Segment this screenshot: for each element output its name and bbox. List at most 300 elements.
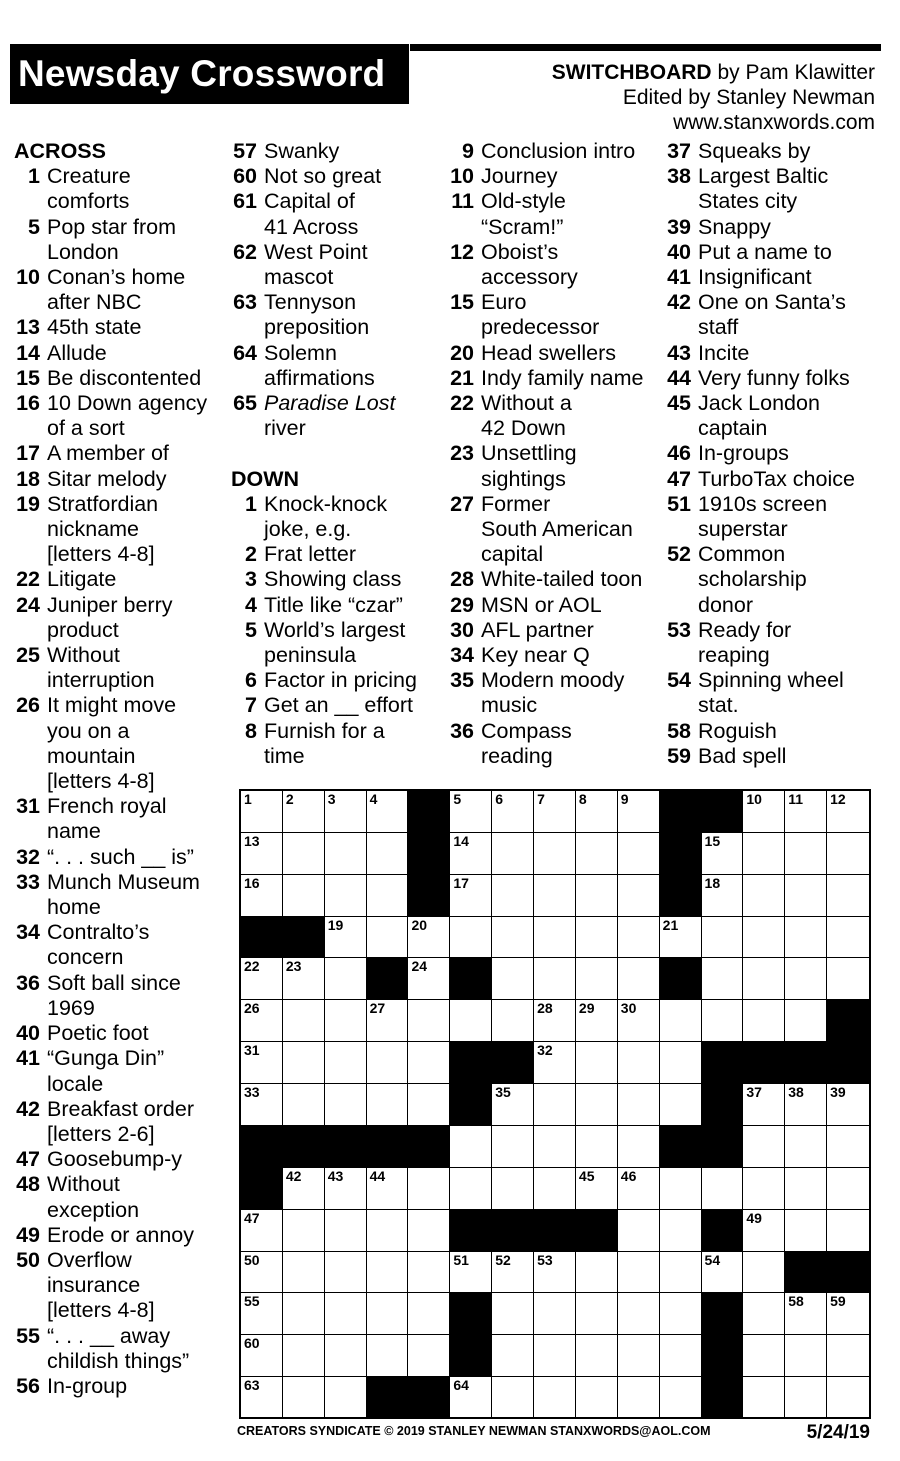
grid-cell[interactable] bbox=[785, 1293, 827, 1335]
clue-number: 58 bbox=[667, 718, 691, 743]
clue-across-25[interactable] bbox=[14, 643, 224, 693]
grid-cell[interactable] bbox=[702, 1252, 744, 1294]
grid-cell[interactable] bbox=[534, 1042, 576, 1084]
clue-down-6[interactable] bbox=[231, 668, 441, 693]
grid-cell[interactable] bbox=[827, 875, 869, 917]
grid-cell[interactable] bbox=[450, 1126, 492, 1168]
clue-text: [letters 2-6] bbox=[47, 1121, 155, 1146]
grid-cell[interactable] bbox=[534, 1335, 576, 1377]
grid-cell[interactable] bbox=[618, 958, 660, 1000]
clue-across-64[interactable] bbox=[231, 341, 441, 391]
clue-down-54[interactable] bbox=[665, 668, 880, 718]
clue-across-31[interactable] bbox=[14, 794, 224, 844]
grid-cell[interactable] bbox=[743, 791, 785, 833]
grid-cell[interactable] bbox=[702, 1000, 744, 1042]
grid-cell[interactable] bbox=[576, 1377, 618, 1419]
grid-cell[interactable] bbox=[408, 1042, 450, 1084]
grid-cell[interactable] bbox=[785, 833, 827, 875]
grid-cell[interactable] bbox=[827, 917, 869, 959]
grid-cell[interactable] bbox=[241, 1252, 283, 1294]
clue-text: scholarship bbox=[698, 567, 807, 592]
clue-number: 47 bbox=[667, 466, 691, 491]
clue-down-1[interactable] bbox=[231, 492, 441, 542]
grid-cell[interactable] bbox=[241, 1000, 283, 1042]
clue-number: 4 bbox=[245, 592, 257, 617]
grid-cell[interactable] bbox=[492, 875, 534, 917]
clue-across-1[interactable] bbox=[14, 164, 224, 214]
grid-cell[interactable] bbox=[785, 917, 827, 959]
grid-cell[interactable] bbox=[408, 1000, 450, 1042]
clue-down-29[interactable] bbox=[448, 593, 658, 618]
clue-across-61[interactable] bbox=[231, 189, 441, 239]
grid-cell[interactable] bbox=[660, 917, 702, 959]
grid-cell[interactable] bbox=[660, 1252, 702, 1294]
grid-cell[interactable] bbox=[408, 1293, 450, 1335]
clue-across-14[interactable] bbox=[14, 341, 224, 366]
clue-down-35[interactable] bbox=[448, 668, 658, 718]
grid-cell[interactable] bbox=[576, 1042, 618, 1084]
grid-cell[interactable] bbox=[325, 1168, 367, 1210]
clue-across-16[interactable] bbox=[14, 391, 224, 441]
cell-number: 62 bbox=[704, 1335, 721, 1352]
grid-cell[interactable] bbox=[283, 1168, 325, 1210]
grid-cell[interactable] bbox=[367, 833, 409, 875]
cell-number: 7 bbox=[537, 791, 545, 807]
clue-number: 34 bbox=[16, 920, 40, 945]
clue-down-37[interactable] bbox=[665, 139, 880, 164]
grid-cell[interactable] bbox=[702, 833, 744, 875]
grid-cell[interactable] bbox=[492, 1000, 534, 1042]
grid-cell[interactable] bbox=[450, 917, 492, 959]
clue-down-43[interactable] bbox=[665, 341, 880, 366]
grid-cell[interactable] bbox=[241, 1042, 283, 1084]
grid-cell[interactable] bbox=[450, 833, 492, 875]
clue-text: comforts bbox=[47, 189, 130, 214]
grid-cell[interactable] bbox=[785, 875, 827, 917]
grid-cell[interactable] bbox=[534, 833, 576, 875]
clue-down-27[interactable] bbox=[448, 492, 658, 568]
grid-cell[interactable] bbox=[534, 1168, 576, 1210]
clue-across-33[interactable] bbox=[14, 870, 224, 920]
grid-cell[interactable] bbox=[743, 1335, 785, 1377]
grid-cell[interactable] bbox=[408, 1168, 450, 1210]
grid-cell[interactable] bbox=[743, 1000, 785, 1042]
clue-text: States city bbox=[698, 189, 798, 214]
grid-cell[interactable] bbox=[618, 1335, 660, 1377]
grid-cell[interactable] bbox=[534, 917, 576, 959]
clue-down-41[interactable] bbox=[665, 265, 880, 290]
grid-cell[interactable] bbox=[743, 1084, 785, 1126]
clue-across-15[interactable] bbox=[14, 366, 224, 391]
clue-number: 42 bbox=[667, 290, 691, 315]
grid-cell[interactable] bbox=[325, 1252, 367, 1294]
clue-down-9[interactable] bbox=[448, 139, 658, 164]
clue-text: Modern moody bbox=[481, 668, 625, 693]
grid-cell[interactable] bbox=[743, 1293, 785, 1335]
grid-cell[interactable] bbox=[241, 1293, 283, 1335]
clue-across-24[interactable] bbox=[14, 593, 224, 643]
grid-cell[interactable] bbox=[618, 1126, 660, 1168]
grid-cell[interactable] bbox=[283, 958, 325, 1000]
grid-cell[interactable] bbox=[283, 1335, 325, 1377]
grid-cell[interactable] bbox=[743, 1377, 785, 1419]
grid-cell[interactable] bbox=[785, 1000, 827, 1042]
clue-across-36[interactable] bbox=[14, 971, 224, 1021]
grid-cell[interactable] bbox=[534, 958, 576, 1000]
grid-cell[interactable] bbox=[743, 875, 785, 917]
grid-cell[interactable] bbox=[743, 833, 785, 875]
grid-cell[interactable] bbox=[325, 917, 367, 959]
clue-down-28[interactable] bbox=[448, 567, 658, 592]
cell-number: 61 bbox=[453, 1335, 469, 1352]
grid-cell[interactable] bbox=[618, 1252, 660, 1294]
clue-across-57[interactable] bbox=[231, 139, 441, 164]
grid-block bbox=[534, 1210, 576, 1252]
cell-number: 48 bbox=[578, 1209, 595, 1226]
grid-cell[interactable] bbox=[702, 958, 744, 1000]
clue-down-47[interactable] bbox=[665, 467, 880, 492]
grid-cell[interactable] bbox=[827, 1210, 869, 1252]
grid-cell[interactable] bbox=[660, 1042, 702, 1084]
grid-cell[interactable] bbox=[325, 1293, 367, 1335]
grid-cell[interactable] bbox=[827, 1084, 869, 1126]
grid-cell[interactable] bbox=[408, 958, 450, 1000]
grid-cell[interactable] bbox=[325, 1084, 367, 1126]
clue-down-10[interactable] bbox=[448, 164, 658, 189]
grid-cell[interactable] bbox=[660, 1084, 702, 1126]
grid-cell[interactable] bbox=[618, 791, 660, 833]
grid-cell[interactable] bbox=[492, 917, 534, 959]
grid-cell[interactable] bbox=[576, 1126, 618, 1168]
grid-cell[interactable] bbox=[827, 1126, 869, 1168]
grid-cell[interactable] bbox=[618, 917, 660, 959]
clue-text: South American bbox=[481, 517, 633, 542]
grid-block bbox=[450, 958, 492, 1000]
grid-cell[interactable] bbox=[450, 791, 492, 833]
grid-cell[interactable] bbox=[576, 1000, 618, 1042]
clue-text: exception bbox=[47, 1197, 140, 1222]
grid-cell[interactable] bbox=[702, 1168, 744, 1210]
grid-cell[interactable] bbox=[492, 791, 534, 833]
grid-cell[interactable] bbox=[660, 1168, 702, 1210]
clue-down-44[interactable] bbox=[665, 366, 880, 391]
grid-cell[interactable] bbox=[325, 1042, 367, 1084]
grid-cell[interactable] bbox=[325, 1335, 367, 1377]
grid-cell[interactable] bbox=[534, 1377, 576, 1419]
clue-across-62[interactable] bbox=[231, 240, 441, 290]
grid-cell[interactable] bbox=[785, 958, 827, 1000]
grid-cell[interactable] bbox=[576, 917, 618, 959]
clue-down-42[interactable] bbox=[665, 290, 880, 340]
grid-cell[interactable] bbox=[534, 1252, 576, 1294]
grid-cell[interactable] bbox=[367, 1042, 409, 1084]
grid-cell[interactable] bbox=[367, 1335, 409, 1377]
grid-cell[interactable] bbox=[450, 875, 492, 917]
grid-cell[interactable] bbox=[534, 1084, 576, 1126]
clue-number: 48 bbox=[16, 1172, 40, 1197]
grid-cell[interactable] bbox=[618, 1000, 660, 1042]
grid-cell[interactable] bbox=[367, 917, 409, 959]
clue-down-21[interactable] bbox=[448, 366, 658, 391]
grid-cell[interactable] bbox=[660, 1293, 702, 1335]
clue-down-58[interactable] bbox=[665, 719, 880, 744]
clue-across-48[interactable] bbox=[14, 1172, 224, 1222]
grid-cell[interactable] bbox=[241, 791, 283, 833]
grid-cell[interactable] bbox=[492, 1377, 534, 1419]
grid-cell[interactable] bbox=[241, 1377, 283, 1419]
clue-across-34[interactable] bbox=[14, 920, 224, 970]
grid-cell[interactable] bbox=[325, 1000, 367, 1042]
grid-cell[interactable] bbox=[367, 791, 409, 833]
grid-cell[interactable] bbox=[450, 1252, 492, 1294]
grid-cell[interactable] bbox=[785, 1335, 827, 1377]
clue-down-45[interactable] bbox=[665, 391, 880, 441]
grid-cell[interactable] bbox=[450, 1377, 492, 1419]
grid-cell[interactable] bbox=[408, 917, 450, 959]
clue-down-30[interactable] bbox=[448, 618, 658, 643]
grid-cell[interactable] bbox=[325, 958, 367, 1000]
grid-cell[interactable] bbox=[660, 1000, 702, 1042]
cell-number: 64 bbox=[453, 1377, 469, 1394]
grid-cell[interactable] bbox=[660, 1335, 702, 1377]
clue-across-60[interactable] bbox=[231, 164, 441, 189]
clue-text: 1969 bbox=[47, 995, 95, 1020]
grid-cell[interactable] bbox=[618, 833, 660, 875]
grid-cell[interactable] bbox=[325, 1377, 367, 1419]
clue-across-18[interactable] bbox=[14, 467, 224, 492]
grid-cell[interactable] bbox=[408, 1084, 450, 1126]
clue-column-1 bbox=[14, 139, 224, 1399]
clue-down-34[interactable] bbox=[448, 643, 658, 668]
grid-cell[interactable] bbox=[408, 1210, 450, 1252]
grid-cell[interactable] bbox=[325, 875, 367, 917]
grid-cell[interactable] bbox=[241, 833, 283, 875]
grid-cell[interactable] bbox=[618, 1293, 660, 1335]
clue-down-59[interactable] bbox=[665, 744, 880, 769]
clue-down-53[interactable] bbox=[665, 618, 880, 668]
grid-cell[interactable] bbox=[283, 1210, 325, 1252]
grid-cell[interactable] bbox=[785, 1084, 827, 1126]
grid-cell[interactable] bbox=[618, 875, 660, 917]
grid-cell[interactable] bbox=[367, 1168, 409, 1210]
grid-cell[interactable] bbox=[367, 1000, 409, 1042]
puzzle-date: 5/24/19 bbox=[806, 1422, 870, 1443]
grid-cell[interactable] bbox=[241, 1084, 283, 1126]
grid-cell[interactable] bbox=[534, 1000, 576, 1042]
grid-cell[interactable] bbox=[743, 1126, 785, 1168]
grid-cell[interactable] bbox=[576, 958, 618, 1000]
clue-text: Paradise Lost bbox=[264, 391, 396, 416]
grid-cell[interactable] bbox=[241, 875, 283, 917]
grid-cell[interactable] bbox=[702, 917, 744, 959]
grid-cell[interactable] bbox=[576, 1252, 618, 1294]
clue-down-51[interactable] bbox=[665, 492, 880, 542]
grid-cell[interactable] bbox=[618, 1042, 660, 1084]
grid-cell[interactable] bbox=[325, 1210, 367, 1252]
clue-text: accessory bbox=[481, 265, 578, 290]
crossword-grid[interactable] bbox=[239, 789, 871, 1419]
clue-down-36[interactable] bbox=[448, 719, 658, 769]
clue-down-46[interactable] bbox=[665, 441, 880, 466]
grid-cell[interactable] bbox=[743, 1210, 785, 1252]
clue-down-20[interactable] bbox=[448, 341, 658, 366]
clue-down-23[interactable] bbox=[448, 441, 658, 491]
grid-cell[interactable] bbox=[408, 1335, 450, 1377]
grid-cell[interactable] bbox=[492, 1335, 534, 1377]
grid-cell[interactable] bbox=[827, 1377, 869, 1419]
grid-cell[interactable] bbox=[283, 1293, 325, 1335]
grid-cell[interactable] bbox=[367, 1293, 409, 1335]
clue-down-15[interactable] bbox=[448, 290, 658, 340]
clue-number: 8 bbox=[245, 718, 257, 743]
clue-across-32[interactable] bbox=[14, 845, 224, 870]
clue-number: 26 bbox=[16, 693, 40, 718]
grid-cell[interactable] bbox=[618, 1168, 660, 1210]
clue-across-22[interactable] bbox=[14, 567, 224, 592]
grid-cell[interactable] bbox=[534, 791, 576, 833]
grid-cell[interactable] bbox=[534, 875, 576, 917]
clue-text: home bbox=[47, 895, 101, 920]
grid-cell[interactable] bbox=[283, 875, 325, 917]
grid-cell[interactable] bbox=[785, 1210, 827, 1252]
grid-cell[interactable] bbox=[325, 791, 367, 833]
clue-across-47[interactable] bbox=[14, 1147, 224, 1172]
grid-cell[interactable] bbox=[492, 1252, 534, 1294]
grid-cell[interactable] bbox=[450, 1000, 492, 1042]
grid-cell[interactable] bbox=[827, 1293, 869, 1335]
grid-cell[interactable] bbox=[492, 958, 534, 1000]
clue-down-40[interactable] bbox=[665, 240, 880, 265]
clue-across-42[interactable] bbox=[14, 1097, 224, 1147]
grid-cell[interactable] bbox=[492, 1293, 534, 1335]
grid-cell[interactable] bbox=[283, 833, 325, 875]
clue-across-26[interactable] bbox=[14, 693, 224, 794]
cell-number: 63 bbox=[244, 1377, 260, 1394]
website-link[interactable]: www.stanxwords.com bbox=[673, 111, 875, 134]
clue-text: concern bbox=[47, 945, 124, 970]
grid-cell[interactable] bbox=[325, 833, 367, 875]
clue-down-11[interactable] bbox=[448, 189, 658, 239]
clue-down-3[interactable] bbox=[231, 567, 441, 592]
clue-across-63[interactable] bbox=[231, 290, 441, 340]
grid-cell[interactable] bbox=[492, 833, 534, 875]
grid-cell[interactable] bbox=[576, 1293, 618, 1335]
grid-cell[interactable] bbox=[618, 1084, 660, 1126]
grid-block bbox=[408, 1377, 450, 1419]
grid-cell[interactable] bbox=[283, 791, 325, 833]
clue-number: 15 bbox=[16, 365, 40, 390]
grid-cell[interactable] bbox=[743, 958, 785, 1000]
grid-cell[interactable] bbox=[576, 791, 618, 833]
grid-cell[interactable] bbox=[827, 958, 869, 1000]
clue-text: “Gunga Din” bbox=[47, 1046, 165, 1071]
clue-down-7[interactable] bbox=[231, 693, 441, 718]
grid-cell[interactable] bbox=[534, 1126, 576, 1168]
clue-down-5[interactable] bbox=[231, 618, 441, 668]
grid-cell[interactable] bbox=[827, 833, 869, 875]
clue-down-38[interactable] bbox=[665, 164, 880, 214]
grid-cell[interactable] bbox=[283, 1377, 325, 1419]
grid-cell[interactable] bbox=[283, 1042, 325, 1084]
grid-cell[interactable] bbox=[576, 1335, 618, 1377]
clue-down-22[interactable] bbox=[448, 391, 658, 441]
grid-cell[interactable] bbox=[743, 917, 785, 959]
clue-down-52[interactable] bbox=[665, 542, 880, 618]
grid-cell[interactable] bbox=[576, 833, 618, 875]
grid-cell[interactable] bbox=[367, 1252, 409, 1294]
clue-across-40[interactable] bbox=[14, 1021, 224, 1046]
grid-cell[interactable] bbox=[660, 1210, 702, 1252]
grid-cell[interactable] bbox=[576, 875, 618, 917]
grid-cell[interactable] bbox=[827, 791, 869, 833]
grid-cell[interactable] bbox=[618, 1210, 660, 1252]
grid-cell[interactable] bbox=[367, 1084, 409, 1126]
grid-cell[interactable] bbox=[576, 1084, 618, 1126]
grid-cell[interactable] bbox=[743, 1252, 785, 1294]
grid-cell[interactable] bbox=[408, 1252, 450, 1294]
clue-across-5[interactable] bbox=[14, 215, 224, 265]
clue-across-41[interactable] bbox=[14, 1046, 224, 1096]
grid-cell[interactable] bbox=[743, 1168, 785, 1210]
grid-cell[interactable] bbox=[241, 1335, 283, 1377]
cell-number: 44 bbox=[369, 1167, 386, 1184]
grid-cell[interactable] bbox=[660, 1377, 702, 1419]
clue-down-39[interactable] bbox=[665, 215, 880, 240]
grid-cell[interactable] bbox=[367, 875, 409, 917]
clue-across-50[interactable] bbox=[14, 1248, 224, 1324]
clue-across-55[interactable] bbox=[14, 1324, 224, 1374]
clue-text: London bbox=[47, 239, 119, 264]
grid-cell[interactable] bbox=[241, 958, 283, 1000]
clue-down-2[interactable] bbox=[231, 542, 441, 567]
clue-across-19[interactable] bbox=[14, 492, 224, 568]
grid-cell[interactable] bbox=[492, 1126, 534, 1168]
clue-text: name bbox=[47, 819, 101, 844]
grid-cell[interactable] bbox=[492, 1084, 534, 1126]
grid-cell[interactable] bbox=[785, 791, 827, 833]
clue-down-8[interactable] bbox=[231, 719, 441, 769]
clue-number: 13 bbox=[16, 315, 40, 340]
grid-cell[interactable] bbox=[241, 1210, 283, 1252]
clue-across-65[interactable] bbox=[231, 391, 441, 441]
clue-down-12[interactable] bbox=[448, 240, 658, 290]
grid-cell[interactable] bbox=[283, 1084, 325, 1126]
clue-down-4[interactable] bbox=[231, 593, 441, 618]
clue-number: 45 bbox=[667, 391, 691, 416]
grid-cell[interactable] bbox=[785, 1168, 827, 1210]
grid-cell[interactable] bbox=[576, 1168, 618, 1210]
clue-text: peninsula bbox=[264, 643, 357, 668]
grid-cell[interactable] bbox=[367, 1210, 409, 1252]
grid-cell[interactable] bbox=[283, 1000, 325, 1042]
grid-cell[interactable] bbox=[827, 1168, 869, 1210]
grid-cell[interactable] bbox=[492, 1168, 534, 1210]
grid-cell[interactable] bbox=[450, 1168, 492, 1210]
clue-across-17[interactable] bbox=[14, 441, 224, 466]
grid-cell[interactable] bbox=[702, 875, 744, 917]
clue-across-49[interactable] bbox=[14, 1223, 224, 1248]
clue-across-10[interactable] bbox=[14, 265, 224, 315]
clue-across-56[interactable] bbox=[14, 1374, 224, 1399]
grid-cell[interactable] bbox=[618, 1377, 660, 1419]
grid-cell[interactable] bbox=[785, 1377, 827, 1419]
clue-across-13[interactable] bbox=[14, 315, 224, 340]
clue-number: 42 bbox=[16, 1096, 40, 1121]
grid-cell[interactable] bbox=[534, 1293, 576, 1335]
grid-cell[interactable] bbox=[827, 1335, 869, 1377]
grid-cell[interactable] bbox=[283, 1252, 325, 1294]
grid-cell[interactable] bbox=[785, 1126, 827, 1168]
